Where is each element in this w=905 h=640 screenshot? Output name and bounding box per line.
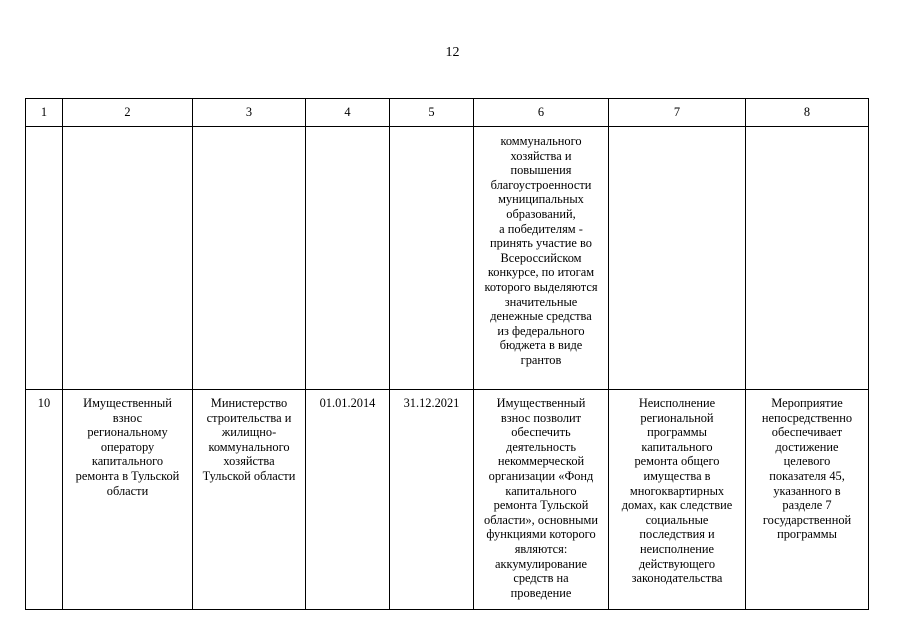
table-cell	[390, 127, 474, 390]
column-header: 1	[26, 99, 63, 127]
column-header: 6	[474, 99, 609, 127]
page-number: 12	[445, 45, 460, 60]
table-cell	[609, 127, 746, 390]
table-cell: Министерство строительства и жилищно- коммунального хозяйства Тульской области	[193, 390, 306, 610]
column-header: 7	[609, 99, 746, 127]
table-cell: Имущественный взнос региональному оператору капитального ремонта в Тульской области	[63, 390, 193, 610]
table-cell: Мероприятие непосредственно обеспечивает достижение целевого показателя 45, указанного в разделе 7 государственной программы	[746, 390, 869, 610]
column-header: 4	[306, 99, 390, 127]
column-header: 5	[390, 99, 474, 127]
table-cell: Неисполнение региональной программы капитального ремонта общего имущества в многоквартирных домах, как следствие социальные последствия и неисполнение действующего законодательства	[609, 390, 746, 610]
table-cell	[26, 127, 63, 390]
table-cell	[63, 127, 193, 390]
table-header-row	[26, 99, 869, 127]
table-cell: Имущественный взнос позволит обеспечить деятельность некоммерческой организации «Фонд капитального ремонта Тульской области», основными функциями которого являются: аккумулирование средств на проведение	[474, 390, 609, 610]
measures-table	[25, 98, 869, 610]
column-header: 3	[193, 99, 306, 127]
table-cell: 31.12.2021	[390, 390, 474, 610]
table-cell: 01.01.2014	[306, 390, 390, 610]
row-number-cell: 10	[26, 390, 63, 610]
table-cell: коммунального хозяйства и повышения благоустроенности муниципальных образований, а победителям - принять участие во Всероссийском конкурсе, по итогам которого выделяются значительные денежные средства из федерального бюджета в виде грантов	[474, 127, 609, 390]
table-row	[26, 127, 869, 390]
table-cell	[746, 127, 869, 390]
table-cell	[306, 127, 390, 390]
column-header: 8	[746, 99, 869, 127]
table-row	[26, 390, 869, 610]
table-cell	[193, 127, 306, 390]
column-header: 2	[63, 99, 193, 127]
